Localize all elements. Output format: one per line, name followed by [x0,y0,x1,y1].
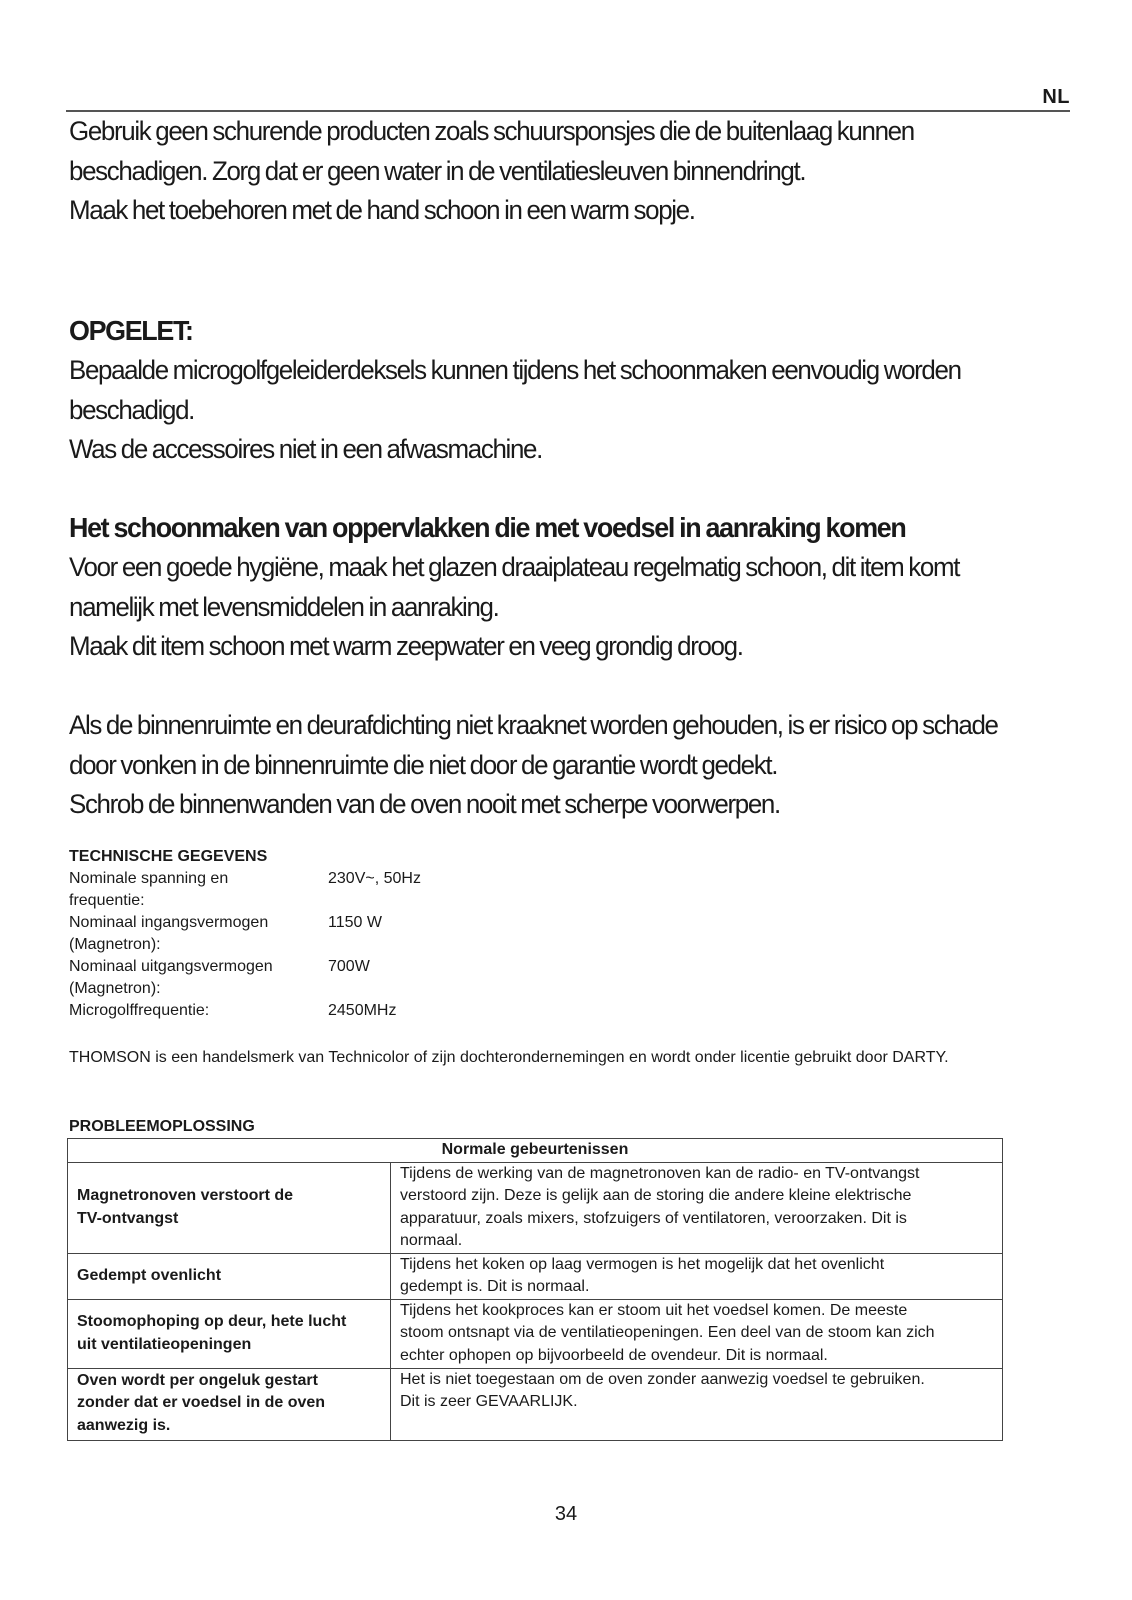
troubleshooting-table [67,1138,1003,1441]
problem-cell: Oven wordt per ongeluk gestart zonder dat er voedsel in de oven aanwezig is. [68,1368,391,1440]
body-line: namelijk met levensmiddelen in aanraking. [69,591,499,622]
page-number: 34 [554,1503,578,1525]
body-line: Maak het toebehoren met de hand schoon in een warm sopje. [69,195,695,225]
table-header-row [68,1139,1003,1163]
spec-label: Nominaal ingangsvermogen (Magnetron): [69,914,269,953]
technical-data-title: TECHNISCHE GEGEVENS [69,848,268,865]
troubleshooting-title: PROBLEEMOPLOSSING [69,1118,255,1135]
trademark-notice: THOMSON is een handelsmerk van Technicolor of zijn dochterondernemingen en wordt onder licentie gebruikt door DARTY. [69,1049,949,1066]
warning-title: OPGELET: [69,315,193,346]
language-code: NL [1042,86,1070,108]
spec-row [69,956,669,1000]
spec-row [69,912,669,956]
technical-data [69,846,669,1022]
table-row [68,1368,1003,1440]
body-line: beschadigen. Zorg dat er geen water in de ventilatiesleuven binnendringt. [69,155,806,186]
body-line: Maak dit item schoon met warm zeepwater en veeg grondig droog. [69,631,743,661]
body-line: Bepaalde microgolfgeleiderdeksels kunnen tijdens het schoonmaken eenvoudig worden [69,355,961,385]
cleaning-section [69,112,1019,231]
explanation-cell: Tijdens het koken op laag vermogen is het mogelijk dat het ovenlicht gedempt is. Dit is normaal. [391,1253,1003,1299]
spec-value: 230V~, 50Hz [328,870,421,887]
warning-section [69,311,1019,470]
body-line: Gebruik geen schurende producten zoals schuursponsjes die de buitenlaag kunnen [69,116,914,146]
problem-cell: Magnetronoven verstoort de TV-ontvangst [68,1162,391,1253]
spec-value: 700W [328,958,370,975]
problem-cell: Stoomophoping op deur, hete lucht uit ventilatieopeningen [68,1299,391,1368]
explanation-cell: Tijdens de werking van de magnetronoven kan de radio- en TV-ontvangst verstoord zijn. Deze is gelijk aan de storing die andere kleine elektrische apparatuur, zoals mixers, stofzuigers of ventilatoren, veroorzaken. Dit is normaal. [391,1162,1003,1253]
spec-label: Nominale spanning en frequentie: [69,870,229,909]
spec-label: Microgolffrequentie: [69,1002,210,1019]
explanation-cell: Tijdens het kookproces kan er stoom uit het voedsel komen. De meeste stoom ontsnapt via de ventilatieopeningen. Een deel van de stoom kan zich echter ophopen op bijvoorbeeld de ovendeur. Dit is normaal. [391,1299,1003,1368]
table-row [68,1299,1003,1368]
spec-value: 1150 W [328,914,382,931]
spec-label: Nominaal uitgangsvermogen (Magnetron): [69,958,273,997]
problem-cell: Gedempt ovenlicht [68,1253,391,1299]
food-contact-section [69,508,1019,667]
table-header: Normale gebeurtenissen [68,1139,1003,1163]
table-row [68,1162,1003,1253]
spec-row [69,868,669,912]
table-row [68,1253,1003,1299]
food-contact-title: Het schoonmaken van oppervlakken die met voedsel in aanraking komen [69,512,906,543]
explanation-cell: Het is niet toegestaan om de oven zonder aanwezig voedsel te gebruiken. Dit is zeer GEVAARLIJK. [391,1368,1003,1440]
body-line: Was de accessoires niet in een afwasmachine. [69,434,542,464]
body-line: Schrob de binnenwanden van de oven nooit met scherpe voorwerpen. [69,789,780,819]
spec-value: 2450MHz [328,1002,397,1019]
body-line: Als de binnenruimte en deurafdichting niet kraaknet worden gehouden, is er risico op schade [69,710,998,740]
body-line: Voor een goede hygiëne, maak het glazen draaiplateau regelmatig schoon, dit item komt [69,552,960,582]
spec-row [69,1000,669,1022]
body-line: beschadigd. [69,394,195,425]
body-line: door vonken in de binnenruimte die niet door de garantie wordt gedekt. [69,749,778,780]
interior-section [69,706,1019,825]
